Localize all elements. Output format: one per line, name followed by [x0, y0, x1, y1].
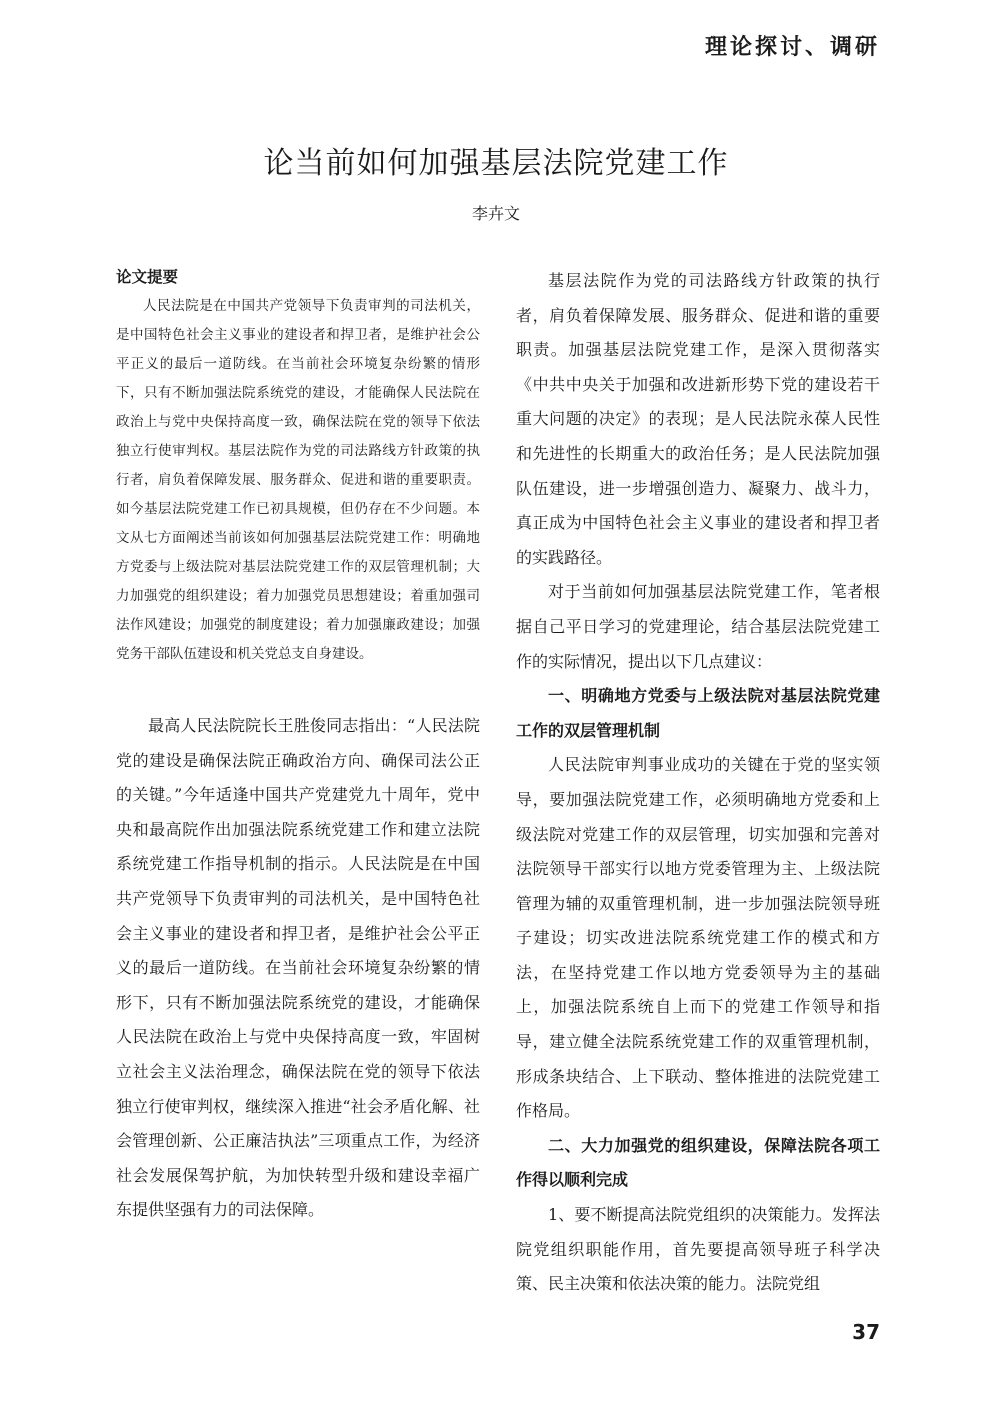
left-body: [116, 709, 480, 1228]
article-author: 李卉文: [471, 204, 520, 223]
section-heading: 二、大力加强党的组织建设，保障法院各项工作得以顺利完成: [516, 1135, 880, 1190]
abstract-text: 人民法院是在中国共产党领导下负责审判的司法机关，是中国特色社会主义事业的建设者和捍卫者，是维护社会公平正义的最后一道防线。在当前社会环境复杂纷繁的情形下，只有不断加强法院系统党的建设，才能确保人民法院在政治上与党中央保持高度一致，确保法院在党的领导下依法独立行使审判权。基层法院作为党的司法路线方针政策的执行者，肩负着保障发展、服务群众、促进和谐的重要职责。如今基层法院党建工作已初具规模，但仍存在不少问题。本文从七方面阐述当前该如何加强基层法院党建工作：明确地方党委与上级法院对基层法院党建工作的双层管理机制；大力加强党的组织建设；着力加强党员思想建设；着重加强司法作风建设；加强党的制度建设；着力加强廉政建设；加强党务干部队伍建设和机关党总支自身建设。: [116, 298, 480, 662]
paragraph: 对于当前如何加强基层法院党建工作，笔者根据自己平日学习的党建理论，结合基层法院党建工作的实际情况，提出以下几点建议：: [516, 582, 880, 671]
right-column: [516, 264, 880, 1302]
paragraph: 基层法院作为党的司法路线方针政策的执行者，肩负着保障发展、服务群众、促进和谐的重要职责。加强基层法院党建工作，是深入贯彻落实《中共中央关于加强和改进新形势下党的建设若干重大问题的决定》的表现；是人民法院永葆人民性和先进性的长期重大的政治任务；是人民法院加强队伍建设，进一步增强创造力、凝聚力、战斗力，真正成为中国特色社会主义事业的建设者和捍卫者的实践路径。: [516, 271, 880, 567]
paragraph: 人民法院审判事业成功的关键在于党的坚实领导，要加强法院党建工作，必须明确地方党委和上级法院对党建工作的双层管理，切实加强和完善对法院领导干部实行以地方党委管理为主、上级法院管理为辅的双重管理机制，进一步加强法院领导班子建设；切实改进法院系统党建工作的模式和方法，在坚持党建工作以地方党委领导为主的基础上，加强法院系统自上而下的党建工作领导和指导，建立健全法院系统党建工作的双重管理机制，形成条块结合、上下联动、整体推进的法院党建工作格局。: [516, 755, 880, 1121]
paragraph: 最高人民法院院长王胜俊同志指出：“人民法院党的建设是确保法院正确政治方向、确保司法公正的关键。”今年适逢中国共产党建党九十周年，党中央和最高院作出加强法院系统党建工作和建立法院系统党建工作指导机制的指示。人民法院是在中国共产党领导下负责审判的司法机关，是中国特色社会主义事业的建设者和捍卫者，是维护社会公平正义的最后一道防线。在当前社会环境复杂纷繁的情形下，只有不断加强法院系统党的建设，才能确保人民法院在政治上与党中央保持高度一致，牢固树立社会主义法治理念，确保法院在党的领导下依法独立行使审判权，继续深入推进“社会矛盾化解、社会管理创新、公正廉洁执法”三项重点工作，为经济社会发展保驾护航，为加快转型升级和建设幸福广东提供坚强有力的司法保障。: [116, 716, 480, 1220]
section-header: 理论探讨、调研: [704, 35, 880, 60]
paragraph: 1、要不断提高法院党组织的决策能力。发挥法院党组织职能作用，首先要提高领导班子科学决策、民主决策和依法决策的能力。法院党组: [516, 1205, 880, 1294]
abstract-label: 论文提要: [116, 267, 179, 286]
article-title: 论当前如何加强基层法院党建工作: [263, 146, 729, 181]
left-column: [116, 266, 480, 1228]
page-number: 37: [852, 1320, 880, 1344]
section-heading: 一、明确地方党委与上级法院对基层法院党建工作的双层管理机制: [516, 686, 880, 740]
